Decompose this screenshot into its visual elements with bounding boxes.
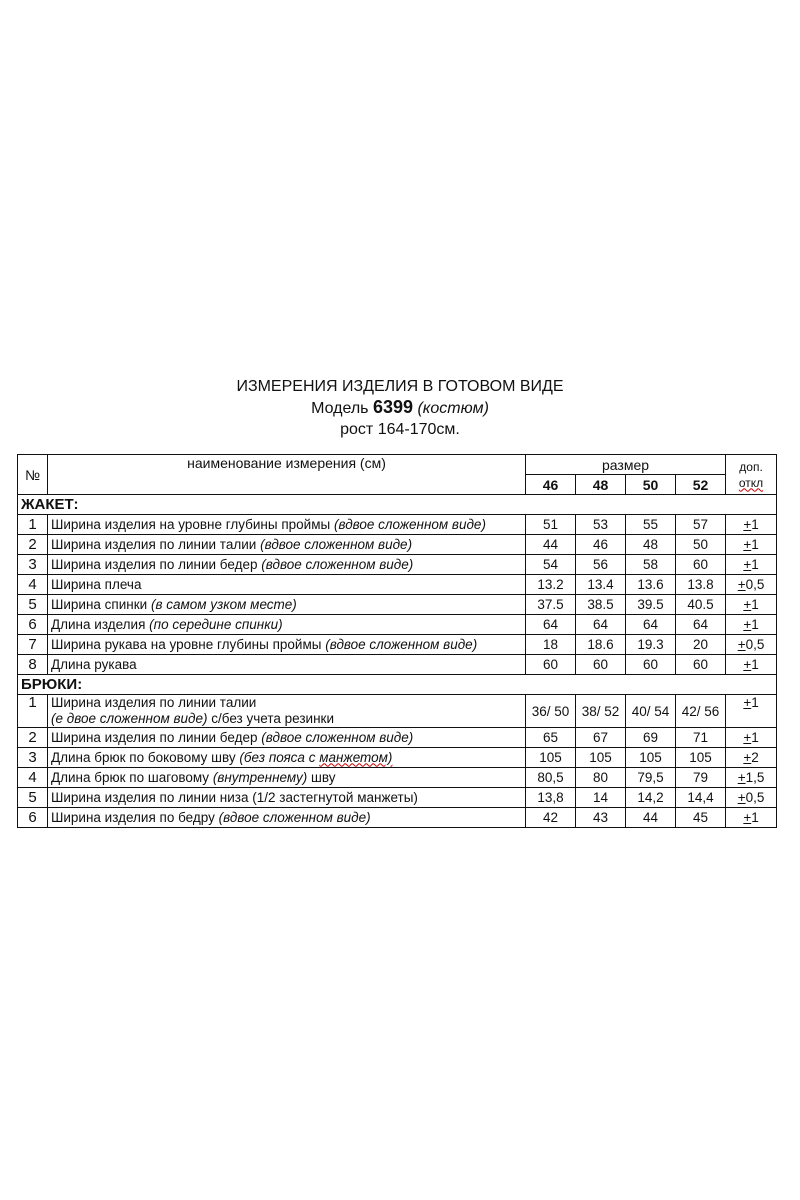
tolerance-sign: + <box>737 769 746 785</box>
table-row <box>18 788 777 808</box>
size-value: 13.4 <box>576 575 626 595</box>
size-value: 105 <box>676 748 726 768</box>
table-row <box>18 615 777 635</box>
table-header-row <box>18 455 777 475</box>
size-value: 13.2 <box>526 575 576 595</box>
measurement-name-cell <box>48 748 526 768</box>
size-value: 80 <box>576 768 626 788</box>
size-header: 52 <box>676 475 726 495</box>
tolerance-sign: + <box>743 556 752 572</box>
row-number: 4 <box>18 575 48 595</box>
tolerance-sign: + <box>743 536 752 552</box>
measurement-note: (в самом узком месте) <box>150 596 297 612</box>
size-value: 37.5 <box>526 595 576 615</box>
table-row <box>18 728 777 748</box>
row-number: 4 <box>18 768 48 788</box>
tolerance-cell <box>726 535 777 555</box>
size-value: 60 <box>676 555 726 575</box>
size-value: 60 <box>526 655 576 675</box>
measurement-note: (е двое сложенном виде) <box>51 711 208 726</box>
size-value: 58 <box>626 555 676 575</box>
measurement-name: Ширина изделия по линии бедер <box>51 729 258 745</box>
section-row <box>18 675 777 695</box>
size-value: 43 <box>576 808 626 828</box>
size-header: 50 <box>626 475 676 495</box>
size-value: 40/ 54 <box>626 695 676 728</box>
size-value: 38/ 52 <box>576 695 626 728</box>
measurement-name-cell <box>48 695 526 728</box>
table-row <box>18 748 777 768</box>
size-value: 80,5 <box>526 768 576 788</box>
measurement-note: (по середине спинки) <box>149 616 283 632</box>
tolerance-sign: + <box>743 809 752 825</box>
row-number: 7 <box>18 635 48 655</box>
height-range: рост 164-170см. <box>340 421 460 438</box>
row-number: 2 <box>18 728 48 748</box>
measurement-name-cell <box>48 808 526 828</box>
size-value: 45 <box>676 808 726 828</box>
size-value: 14,2 <box>626 788 676 808</box>
row-number: 6 <box>18 808 48 828</box>
tolerance-value: 1 <box>751 695 759 710</box>
size-value: 51 <box>526 515 576 535</box>
size-header: 46 <box>526 475 576 495</box>
tolerance-sign: + <box>737 789 746 805</box>
table-row <box>18 808 777 828</box>
size-value: 60 <box>676 655 726 675</box>
measurement-name-cell <box>48 595 526 615</box>
table-row <box>18 695 777 728</box>
tolerance-header-line2: откл <box>738 475 764 490</box>
section-title: БРЮКИ: <box>18 675 777 695</box>
size-value: 18 <box>526 635 576 655</box>
tolerance-cell <box>726 655 777 675</box>
row-number: 1 <box>18 695 48 728</box>
tolerance-sign: + <box>737 636 746 652</box>
measurement-note: (вдвое сложенном виде) <box>333 516 486 532</box>
tolerance-value: 1 <box>751 556 759 572</box>
table-row <box>18 535 777 555</box>
size-value: 79 <box>676 768 726 788</box>
measurement-name-suffix: шву <box>311 769 336 785</box>
size-value: 56 <box>576 555 626 575</box>
measurement-name-cell <box>48 515 526 535</box>
measurement-note-flagged: манжетом) <box>319 749 393 765</box>
size-value: 71 <box>676 728 726 748</box>
size-value: 105 <box>626 748 676 768</box>
measurement-name: Ширина изделия на уровне глубины проймы <box>51 516 331 532</box>
table-row <box>18 768 777 788</box>
measurement-name: Ширина изделия по линии талии <box>51 695 257 710</box>
measurement-name-cell <box>48 728 526 748</box>
measurement-name-cell <box>48 535 526 555</box>
table-row <box>18 595 777 615</box>
tolerance-value: 1 <box>751 596 759 612</box>
measurement-name-cell <box>48 768 526 788</box>
tolerance-cell <box>726 635 777 655</box>
column-header-number: № <box>18 455 48 495</box>
size-value: 50 <box>676 535 726 555</box>
size-value: 42/ 56 <box>676 695 726 728</box>
measurement-name: Длина рукава <box>51 656 137 672</box>
size-value: 13.8 <box>676 575 726 595</box>
column-header-size-group: размер <box>526 455 726 475</box>
tolerance-sign: + <box>743 516 752 532</box>
measurements-table <box>17 454 777 828</box>
measurement-name-suffix: с/без учета резинки <box>211 711 334 726</box>
table-row <box>18 515 777 535</box>
tolerance-cell <box>726 595 777 615</box>
size-value: 69 <box>626 728 676 748</box>
size-value: 60 <box>576 655 626 675</box>
table-row <box>18 655 777 675</box>
size-value: 40.5 <box>676 595 726 615</box>
row-number: 3 <box>18 555 48 575</box>
measurement-name: Ширина изделия по линии талии <box>51 536 257 552</box>
size-value: 14,4 <box>676 788 726 808</box>
size-value: 64 <box>576 615 626 635</box>
size-value: 46 <box>576 535 626 555</box>
measurement-name: Длина брюк по боковому шву <box>51 749 236 765</box>
tolerance-value: 2 <box>751 749 759 765</box>
size-value: 53 <box>576 515 626 535</box>
tolerance-sign: + <box>743 656 752 672</box>
measurement-note: (вдвое сложенном виде) <box>325 636 478 652</box>
tolerance-value: 0,5 <box>745 576 765 592</box>
measurement-name: Ширина изделия по линии низа (1/2 застегнутой манжеты) <box>51 789 418 805</box>
row-number: 5 <box>18 595 48 615</box>
size-value: 13.6 <box>626 575 676 595</box>
size-value: 64 <box>676 615 726 635</box>
size-value: 105 <box>526 748 576 768</box>
tolerance-cell <box>726 615 777 635</box>
column-header-tolerance <box>726 455 777 495</box>
tolerance-value: 1 <box>751 809 759 825</box>
size-value: 44 <box>626 808 676 828</box>
size-value: 60 <box>626 655 676 675</box>
size-value: 18.6 <box>576 635 626 655</box>
tolerance-cell <box>726 695 777 728</box>
size-value: 64 <box>626 615 676 635</box>
table-row <box>18 575 777 595</box>
row-number: 8 <box>18 655 48 675</box>
tolerance-sign: + <box>743 749 752 765</box>
size-value: 39.5 <box>626 595 676 615</box>
measurement-name-cell <box>48 575 526 595</box>
tolerance-cell <box>726 748 777 768</box>
tolerance-value: 1 <box>751 729 759 745</box>
measurement-name: Ширина рукава на уровне глубины проймы <box>51 636 322 652</box>
model-prefix: Модель <box>311 400 369 417</box>
measurement-name-cell <box>48 788 526 808</box>
tolerance-sign: + <box>737 576 746 592</box>
tolerance-sign: + <box>743 616 752 632</box>
tolerance-header-line1: доп. <box>739 459 763 474</box>
tolerance-value: 1 <box>751 536 759 552</box>
section-row <box>18 495 777 515</box>
measurement-name-cell <box>48 555 526 575</box>
measurement-name-cell <box>48 655 526 675</box>
size-value: 13,8 <box>526 788 576 808</box>
size-value: 20 <box>676 635 726 655</box>
tolerance-cell <box>726 788 777 808</box>
measurement-note: (вдвое сложенном виде) <box>261 556 414 572</box>
document-title: ИЗМЕРЕНИЯ ИЗДЕЛИЯ В ГОТОВОМ ВИДЕ <box>236 378 564 395</box>
size-value: 105 <box>576 748 626 768</box>
tolerance-cell <box>726 575 777 595</box>
row-number: 5 <box>18 788 48 808</box>
size-value: 44 <box>526 535 576 555</box>
table-row <box>18 635 777 655</box>
measurement-note: (вдвое сложенном виде) <box>261 729 414 745</box>
row-number: 2 <box>18 535 48 555</box>
tolerance-sign: + <box>743 695 752 710</box>
tolerance-value: 0,5 <box>745 636 765 652</box>
size-value: 55 <box>626 515 676 535</box>
measurement-name: Ширина спинки <box>51 596 148 612</box>
size-value: 19.3 <box>626 635 676 655</box>
size-value: 67 <box>576 728 626 748</box>
tolerance-value: 1 <box>751 516 759 532</box>
tolerance-cell <box>726 768 777 788</box>
size-value: 36/ 50 <box>526 695 576 728</box>
measurement-name: Ширина изделия по бедру <box>51 809 215 825</box>
size-value: 38.5 <box>576 595 626 615</box>
table-body <box>18 495 777 828</box>
measurement-note: (без пояса с <box>239 749 316 765</box>
size-value: 48 <box>626 535 676 555</box>
row-number: 3 <box>18 748 48 768</box>
tolerance-value: 1,5 <box>745 769 765 785</box>
measurement-name-cell <box>48 615 526 635</box>
row-number: 6 <box>18 615 48 635</box>
size-value: 57 <box>676 515 726 535</box>
measurement-note: (вдвое сложенном виде) <box>260 536 413 552</box>
size-value: 79,5 <box>626 768 676 788</box>
measurement-name-cell <box>48 635 526 655</box>
size-value: 64 <box>526 615 576 635</box>
tolerance-cell <box>726 728 777 748</box>
measurement-note: (вдвое сложенном виде) <box>218 809 371 825</box>
measurement-note: (внутреннему) <box>212 769 308 785</box>
model-note: (костюм) <box>417 400 489 417</box>
model-number: 6399 <box>372 397 414 417</box>
size-header: 48 <box>576 475 626 495</box>
tolerance-value: 1 <box>751 656 759 672</box>
size-value: 54 <box>526 555 576 575</box>
model-line <box>0 397 800 419</box>
tolerance-sign: + <box>743 596 752 612</box>
tolerance-cell <box>726 808 777 828</box>
measurement-name: Длина брюк по шаговому <box>51 769 210 785</box>
tolerance-sign: + <box>743 729 752 745</box>
section-title: ЖАКЕТ: <box>18 495 777 515</box>
measurement-name: Ширина изделия по линии бедер <box>51 556 258 572</box>
tolerance-cell <box>726 555 777 575</box>
measurement-name: Ширина плеча <box>51 576 142 592</box>
document-header <box>0 376 800 440</box>
row-number: 1 <box>18 515 48 535</box>
tolerance-value: 0,5 <box>745 789 765 805</box>
size-value: 65 <box>526 728 576 748</box>
column-header-name: наименование измерения (см) <box>48 455 526 495</box>
size-value: 14 <box>576 788 626 808</box>
tolerance-value: 1 <box>751 616 759 632</box>
measurement-name: Длина изделия <box>51 616 146 632</box>
table-row <box>18 555 777 575</box>
tolerance-cell <box>726 515 777 535</box>
size-value: 42 <box>526 808 576 828</box>
